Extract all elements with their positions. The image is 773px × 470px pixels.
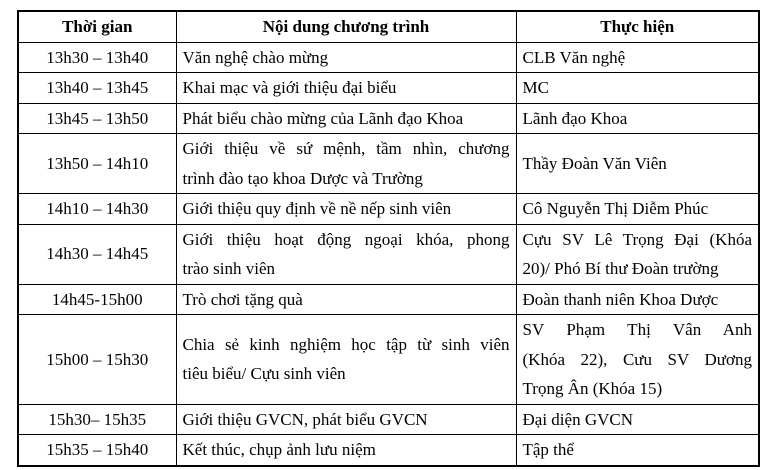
table-row <box>18 284 759 315</box>
cell-line: Đại diện GVCN <box>522 409 633 429</box>
cell-line: Giới thiệu về sứ mệnh, tầm nhìn, chương <box>182 139 510 158</box>
table-row <box>18 194 759 225</box>
cell-line: Thầy Đoàn Văn Viên <box>522 153 667 173</box>
content-cell <box>176 194 516 225</box>
cell-line: CLB Văn nghệ <box>522 47 626 67</box>
table-row <box>18 224 759 284</box>
performer-cell <box>516 73 759 104</box>
cell-line: Phát biểu chào mừng của Lãnh đạo Khoa <box>182 108 464 128</box>
table-row <box>18 103 759 134</box>
performer-cell <box>516 435 759 466</box>
table-row <box>18 73 759 104</box>
performer-cell <box>516 284 759 315</box>
table-row <box>18 42 759 73</box>
performer-cell <box>516 404 759 435</box>
time-cell: 15h00 – 15h30 <box>18 315 176 405</box>
cell-line: Giới thiệu GVCN, phát biểu GVCN <box>182 409 428 429</box>
cell-line: SV Phạm Thị Vân Anh <box>522 320 752 339</box>
cell-line: trình đào tạo khoa Dược và Trường <box>182 168 423 188</box>
time-cell: 13h40 – 13h45 <box>18 73 176 104</box>
header-time: Thời gian <box>18 11 176 42</box>
time-cell: 14h10 – 14h30 <box>18 194 176 225</box>
cell-line: Cô Nguyễn Thị Diễm Phúc <box>522 199 709 218</box>
table-row <box>18 435 759 466</box>
performer-cell <box>516 315 759 405</box>
cell-line: trào sinh viên <box>182 259 276 278</box>
content-cell <box>176 42 516 73</box>
header-performer: Thực hiện <box>516 11 759 42</box>
performer-cell <box>516 103 759 134</box>
performer-cell <box>516 224 759 284</box>
schedule-table <box>17 10 760 467</box>
content-cell <box>176 134 516 194</box>
content-cell <box>176 284 516 315</box>
time-cell: 13h50 – 14h10 <box>18 134 176 194</box>
time-cell: 13h30 – 13h40 <box>18 42 176 73</box>
content-cell <box>176 435 516 466</box>
table-row <box>18 404 759 435</box>
content-cell <box>176 315 516 405</box>
cell-line: Khai mạc và giới thiệu đại biểu <box>182 78 397 97</box>
cell-line: Giới thiệu hoạt động ngoại khóa, phong <box>182 229 510 249</box>
time-cell: 14h45-15h00 <box>18 284 176 315</box>
cell-line: Cựu SV Lê Trọng Đại (Khóa <box>522 229 752 249</box>
cell-line: Giới thiệu quy định về nề nếp sinh viên <box>182 199 452 218</box>
performer-cell <box>516 134 759 194</box>
cell-line: tiêu biểu/ Cựu sinh viên <box>182 364 346 384</box>
table-row <box>18 134 759 194</box>
table-row <box>18 315 759 405</box>
time-cell: 15h35 – 15h40 <box>18 435 176 466</box>
performer-cell <box>516 194 759 225</box>
time-cell: 14h30 – 14h45 <box>18 224 176 284</box>
cell-line: Đoàn thanh niên Khoa Dược <box>522 289 719 309</box>
content-cell <box>176 224 516 284</box>
content-cell <box>176 103 516 134</box>
cell-line: Lãnh đạo Khoa <box>522 108 628 128</box>
header-content: Nội dung chương trình <box>176 11 516 42</box>
content-cell <box>176 404 516 435</box>
cell-line: (Khóa 22), Cưu SV Dương <box>522 349 752 369</box>
cell-line: Tập thể <box>522 440 574 459</box>
cell-line: Chia sẻ kinh nghiệm học tập từ sinh viên <box>182 334 510 354</box>
cell-line: Văn nghệ chào mừng <box>182 47 329 67</box>
cell-line: Trọng Ân (Khóa 15) <box>522 379 663 398</box>
content-cell <box>176 73 516 104</box>
time-cell: 15h30– 15h35 <box>18 404 176 435</box>
cell-line: 20)/ Phó Bí thư Đoàn trường <box>522 259 719 278</box>
header-row <box>18 11 759 42</box>
schedule-body <box>18 42 759 466</box>
cell-line: MC <box>522 78 549 97</box>
performer-cell <box>516 42 759 73</box>
time-cell: 13h45 – 13h50 <box>18 103 176 134</box>
cell-line: Trò chơi tặng quà <box>182 289 303 309</box>
cell-line: Kết thúc, chụp ảnh lưu niệm <box>182 440 376 459</box>
